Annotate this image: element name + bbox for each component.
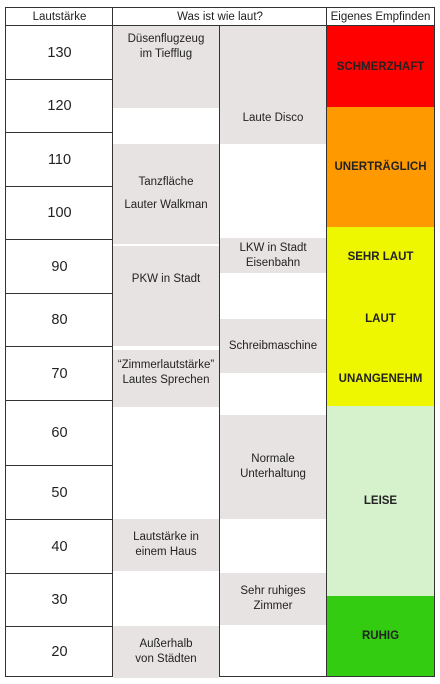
source-line: einem Haus [135,546,197,558]
feeling-unangenehm: UNANGENEHM [327,352,434,406]
source-line: LKW in Stadt [239,241,307,254]
source-line: Normale [251,453,295,465]
source-line: Laute Disco [242,112,304,124]
feeling-laut: LAUT [327,286,434,352]
feeling-leise: LEISE [327,406,434,596]
source-line: Zimmer [253,600,293,612]
source-ausserhalb-staedte [113,626,219,678]
source-duesenflugzeug [113,26,219,108]
source-laute-disco [220,26,326,144]
source-schreibmaschine [220,319,326,373]
db-level-20: 20 [51,643,68,660]
loudness-table [5,7,435,677]
source-line: Außerhalb [139,638,193,650]
source-line: Sehr ruhiges [240,585,306,597]
source-normale-unterhaltung [220,415,326,519]
db-level-70: 70 [51,365,68,382]
db-level-130: 130 [47,44,72,61]
db-level-90: 90 [51,258,68,275]
source-pkw-in-stadt [113,246,219,346]
source-line: im Tiefflug [139,48,193,60]
header-eigenes-empfinden: Eigenes Empfinden [327,8,434,26]
source-line: von Städten [135,653,197,665]
feeling-ruhig: RUHIG [327,596,434,676]
db-level-110: 110 [47,151,72,168]
source-line: Düsenflugzeug [127,33,205,45]
source-line: Eisenbahn [245,256,301,269]
db-level-50: 50 [51,484,68,501]
db-level-100: 100 [47,205,72,221]
source-line: Lauter Walkman [124,199,208,211]
db-level-60: 60 [51,425,68,441]
source-line: Lautstärke in [133,531,199,543]
db-level-40: 40 [51,538,68,555]
source-tanzflaeche [113,144,219,244]
source-lautstaerke-haus [113,519,219,571]
feeling-sehr-laut: SEHR LAUT [327,227,434,286]
feeling-unertraeglich: UNERTRÄGLICH [327,107,434,227]
db-level-80: 80 [51,312,68,328]
source-line: Schreibmaschine [228,339,318,352]
source-sehr-ruhiges-zimmer [220,573,326,625]
source-line: PKW in Stadt [131,273,201,285]
source-line: “Zimmerlautstärke” [117,359,215,371]
source-line: Lautes Sprechen [122,374,210,386]
header-was-ist-wie-laut: Was ist wie laut? [113,8,327,26]
source-line: Unterhaltung [240,468,306,480]
db-level-120: 120 [47,98,72,114]
source-line: Tanzfläche [138,176,194,188]
source-zimmerlautstaerke [113,350,219,407]
feeling-schmerzhaft: SCHMERZHAFT [327,26,434,107]
source-lkw-eisenbahn [220,238,326,273]
db-level-30: 30 [51,592,68,608]
header-lautstaerke: Lautstärke [6,8,113,26]
